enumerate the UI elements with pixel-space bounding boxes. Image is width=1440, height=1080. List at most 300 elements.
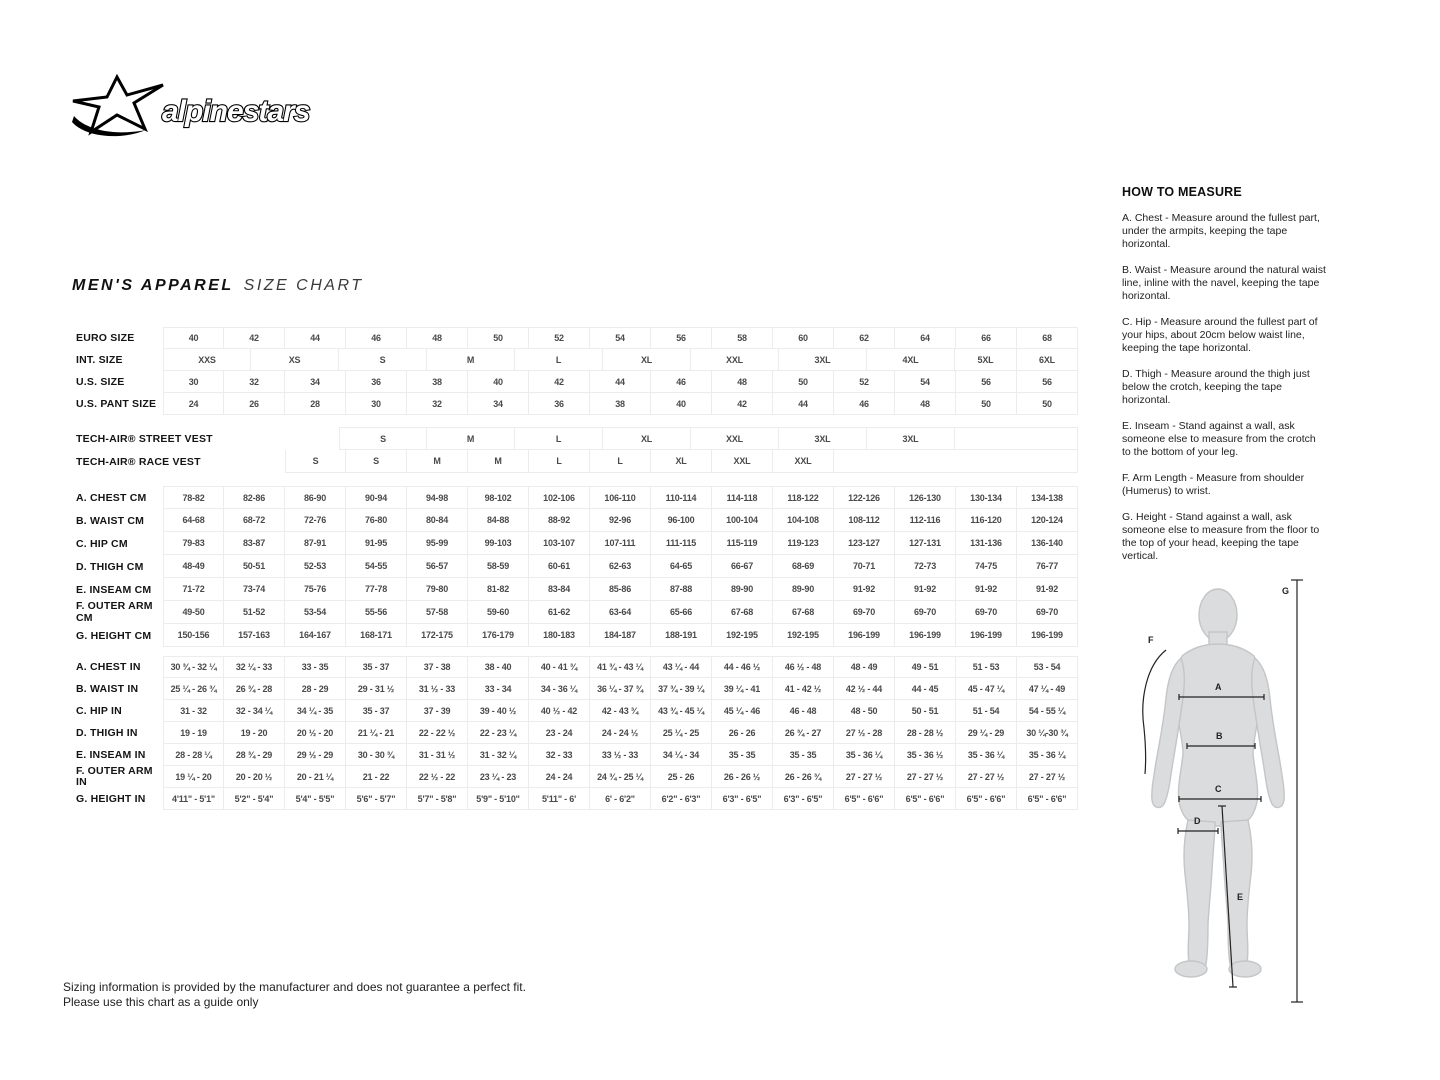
table-row xyxy=(76,371,1078,393)
label-waist: B xyxy=(1216,731,1223,741)
size-cell: 86-90 xyxy=(285,486,346,509)
size-cell: 50-51 xyxy=(224,555,285,578)
size-cell: 79-83 xyxy=(163,532,224,555)
row-label: D. THIGH CM xyxy=(76,560,144,573)
size-cell: 52 xyxy=(834,371,895,393)
size-cell: 75-76 xyxy=(285,578,346,601)
size-cell: 50 xyxy=(956,393,1017,415)
size-cell: 37 - 38 xyxy=(407,656,468,678)
size-cell: 19 - 19 xyxy=(163,722,224,744)
size-cell: 33 - 34 xyxy=(468,678,529,700)
size-cell: 5'9" - 5'10" xyxy=(468,788,529,810)
label-arm: F xyxy=(1148,635,1154,645)
size-cell: 26 xyxy=(224,393,285,415)
row-label: G. HEIGHT CM xyxy=(76,629,152,642)
size-cell: 28 - 28 ½ xyxy=(895,722,956,744)
size-cell: 62-63 xyxy=(590,555,651,578)
measure-instruction: F. Arm Length - Measure from shoulder (Humerus) to wrist. xyxy=(1122,472,1305,497)
size-cell: 99-103 xyxy=(468,532,529,555)
size-cell: 30 ¼-30 ¾ xyxy=(1017,722,1078,744)
size-cell: 76-80 xyxy=(346,509,407,532)
size-cell: 40 xyxy=(651,393,712,415)
size-cell: 91-92 xyxy=(956,578,1017,601)
size-cell: 188-191 xyxy=(651,624,712,647)
size-cell: 38 xyxy=(590,393,651,415)
size-cell: 40 xyxy=(468,371,529,393)
table-row xyxy=(76,678,1078,700)
size-cell: 48 - 50 xyxy=(834,700,895,722)
size-cell: 94-98 xyxy=(407,486,468,509)
row-label: B. WAIST CM xyxy=(76,514,145,527)
size-cell: 5'7" - 5'8" xyxy=(407,788,468,810)
size-cell: 19 ¼ - 20 xyxy=(163,766,224,788)
size-cell: 66-67 xyxy=(712,555,773,578)
size-cell: 35 - 35 xyxy=(712,744,773,766)
size-cell: 50 xyxy=(1017,393,1078,415)
size-cell: 39 - 40 ½ xyxy=(468,700,529,722)
size-cell: 24 xyxy=(163,393,224,415)
size-cell: 68-69 xyxy=(773,555,834,578)
size-cell: 68 xyxy=(1017,327,1078,349)
size-cell: 85-86 xyxy=(590,578,651,601)
size-cell: 50 - 51 xyxy=(895,700,956,722)
size-cell: 76-77 xyxy=(1017,555,1078,578)
disclaimer-line-1: Sizing information is provided by the manufacturer and does not guarantee a perfect fit. xyxy=(63,980,526,994)
size-cell: 36 ¼ - 37 ¾ xyxy=(590,678,651,700)
size-cell: 25 ¼ - 26 ¾ xyxy=(163,678,224,700)
size-cell: XXS xyxy=(163,349,251,371)
size-cell: 25 - 26 xyxy=(651,766,712,788)
title-sub: SIZE CHART xyxy=(243,277,364,294)
size-cell: 4XL xyxy=(867,349,955,371)
size-cell: 56-57 xyxy=(407,555,468,578)
table-row xyxy=(76,601,1078,624)
size-cell: 118-122 xyxy=(773,486,834,509)
size-cell: 26 - 26 ½ xyxy=(712,766,773,788)
size-cell: 34 ¼ - 35 xyxy=(285,700,346,722)
size-cell: 37 - 39 xyxy=(407,700,468,722)
size-cell: 29 - 31 ½ xyxy=(346,678,407,700)
size-cell: 42 xyxy=(712,393,773,415)
size-cell: 106-110 xyxy=(590,486,651,509)
size-cell: 90-94 xyxy=(346,486,407,509)
size-cell: 40 xyxy=(163,327,224,349)
size-cell: 196-199 xyxy=(1017,624,1078,647)
size-cell: 44 - 45 xyxy=(895,678,956,700)
size-cell: 28 - 28 ¼ xyxy=(163,744,224,766)
table-row xyxy=(76,766,1078,788)
size-cell: 23 ¼ - 23 xyxy=(468,766,529,788)
size-cell: 44 xyxy=(590,371,651,393)
size-cell: 6'5" - 6'6" xyxy=(956,788,1017,810)
size-cell: 64-65 xyxy=(651,555,712,578)
size-cell: 35 - 36 ½ xyxy=(895,744,956,766)
size-cell: 32 ¼ - 33 xyxy=(224,656,285,678)
size-cell: 73-74 xyxy=(224,578,285,601)
row-label: C. HIP CM xyxy=(76,537,128,550)
empty-cell xyxy=(163,427,339,450)
size-cell: 28 - 29 xyxy=(285,678,346,700)
size-cell: M xyxy=(427,349,515,371)
size-cell: 23 - 24 xyxy=(529,722,590,744)
size-cell: 176-179 xyxy=(468,624,529,647)
disclaimer-line-2: Please use this chart as a guide only xyxy=(63,995,259,1009)
size-cell: 58-59 xyxy=(468,555,529,578)
size-cell: 192-195 xyxy=(773,624,834,647)
size-cell: 31 - 32 ¼ xyxy=(468,744,529,766)
size-cell: 81-82 xyxy=(468,578,529,601)
size-cell: 6'2" - 6'3" xyxy=(651,788,712,810)
size-cell: 64-68 xyxy=(163,509,224,532)
size-cell: 69-70 xyxy=(956,601,1017,624)
size-cell: 40 - 41 ¾ xyxy=(529,656,590,678)
size-cell: L xyxy=(515,427,603,450)
size-cell: 100-104 xyxy=(712,509,773,532)
measure-instruction: B. Waist - Measure around the natural waist line, inline with the navel, keeping the tape horizontal. xyxy=(1122,264,1326,302)
size-cell: 71-72 xyxy=(163,578,224,601)
size-cell: L xyxy=(590,450,651,473)
size-cell: XL xyxy=(603,349,691,371)
size-cell: 60-61 xyxy=(529,555,590,578)
size-cell: 98-102 xyxy=(468,486,529,509)
row-label: U.S. PANT SIZE xyxy=(76,398,157,410)
size-cell: 33 - 35 xyxy=(285,656,346,678)
row-label: EURO SIZE xyxy=(76,332,135,344)
size-cell: 64 xyxy=(895,327,956,349)
table-row xyxy=(76,700,1078,722)
size-cell: 24 - 24 xyxy=(529,766,590,788)
size-cell: 19 - 20 xyxy=(224,722,285,744)
size-cell: 20 - 21 ¼ xyxy=(285,766,346,788)
title-main: MEN'S APPAREL xyxy=(72,277,234,294)
size-cell: 91-92 xyxy=(895,578,956,601)
row-label: A. CHEST CM xyxy=(76,491,147,504)
row-label: E. INSEAM IN xyxy=(76,749,146,761)
size-cell: 30 xyxy=(346,393,407,415)
size-cell: 168-171 xyxy=(346,624,407,647)
how-to-list xyxy=(1122,212,1327,563)
measure-instruction: A. Chest - Measure around the fullest part, under the armpits, keeping the tape horizontal. xyxy=(1122,212,1320,250)
size-cell: 38 - 40 xyxy=(468,656,529,678)
size-cell: 22 - 22 ½ xyxy=(407,722,468,744)
size-cell: 83-84 xyxy=(529,578,590,601)
size-cell: 36 xyxy=(346,371,407,393)
size-cell: 41 - 42 ½ xyxy=(773,678,834,700)
alpinestars-star-icon xyxy=(72,77,163,136)
size-cell: 107-111 xyxy=(590,532,651,555)
size-cell: 43 ¼ - 44 xyxy=(651,656,712,678)
size-cell: 52 xyxy=(529,327,590,349)
size-cell: S xyxy=(285,450,346,473)
size-cell: 42 xyxy=(224,327,285,349)
size-cell: 24 ¾ - 25 ¼ xyxy=(590,766,651,788)
size-cell: 44 xyxy=(285,327,346,349)
size-cell: 37 ¾ - 39 ¼ xyxy=(651,678,712,700)
size-cell: 91-92 xyxy=(1017,578,1078,601)
size-cell: 196-199 xyxy=(834,624,895,647)
size-cell: 102-106 xyxy=(529,486,590,509)
size-cell: 110-114 xyxy=(651,486,712,509)
size-cell: 46 xyxy=(346,327,407,349)
size-cell: 67-68 xyxy=(712,601,773,624)
label-chest: A xyxy=(1215,682,1222,692)
size-cell: 54-55 xyxy=(346,555,407,578)
empty-cell xyxy=(834,450,1078,473)
size-cell: 104-108 xyxy=(773,509,834,532)
size-cell: 58 xyxy=(712,327,773,349)
measure-instruction: D. Thigh - Measure around the thigh just below the crotch, keeping the tape horizontal. xyxy=(1122,368,1310,406)
table-row xyxy=(76,450,1078,473)
label-hip: C xyxy=(1215,784,1222,794)
table-section xyxy=(76,327,1078,415)
size-cell: XL xyxy=(651,450,712,473)
footer-disclaimer xyxy=(63,980,526,1010)
size-cell: 50 xyxy=(468,327,529,349)
size-cell: 27 ½ - 28 xyxy=(834,722,895,744)
size-cell: 43 ¾ - 45 ¼ xyxy=(651,700,712,722)
size-cell: 59-60 xyxy=(468,601,529,624)
label-thigh: D xyxy=(1194,816,1201,826)
size-cell: XXL xyxy=(691,349,779,371)
size-cell: 26 ¾ - 28 xyxy=(224,678,285,700)
size-cell: 172-175 xyxy=(407,624,468,647)
table-row xyxy=(76,327,1078,349)
size-cell: 91-92 xyxy=(834,578,895,601)
size-cell: L xyxy=(529,450,590,473)
size-cell: 51-52 xyxy=(224,601,285,624)
size-cell: 50 xyxy=(773,371,834,393)
measure-instruction: C. Hip - Measure around the fullest part of your hips, about 20cm below waist line, keeping the tape horizontal. xyxy=(1122,316,1318,354)
size-cell: 52-53 xyxy=(285,555,346,578)
size-cell: 30 - 30 ¾ xyxy=(346,744,407,766)
row-label: U.S. SIZE xyxy=(76,376,125,388)
size-cell: 51 - 53 xyxy=(956,656,1017,678)
empty-cell xyxy=(163,450,285,473)
size-cell: 56 xyxy=(1017,371,1078,393)
size-cell: 122-126 xyxy=(834,486,895,509)
size-cell: 6'5" - 6'6" xyxy=(1017,788,1078,810)
row-label: D. THIGH IN xyxy=(76,727,138,739)
size-cell: 6'5" - 6'6" xyxy=(834,788,895,810)
size-cell: 60 xyxy=(773,327,834,349)
size-cell: 56 xyxy=(956,371,1017,393)
size-cell: 83-87 xyxy=(224,532,285,555)
size-cell: 5XL xyxy=(955,349,1017,371)
table-row xyxy=(76,427,1078,450)
size-cell: 56 xyxy=(651,327,712,349)
body-measurement-diagram xyxy=(1130,570,1440,1010)
size-cell: 134-138 xyxy=(1017,486,1078,509)
table-row xyxy=(76,509,1078,532)
size-cell: 38 xyxy=(407,371,468,393)
size-cell: 54 xyxy=(895,371,956,393)
size-cell: 111-115 xyxy=(651,532,712,555)
size-cell: 48 xyxy=(712,371,773,393)
row-label: G. HEIGHT IN xyxy=(76,793,146,805)
table-row xyxy=(76,578,1078,601)
size-cell: XS xyxy=(251,349,339,371)
size-cell: 27 - 27 ½ xyxy=(895,766,956,788)
size-cell: 32 xyxy=(224,371,285,393)
size-cell: 31 ½ - 33 xyxy=(407,678,468,700)
table-section xyxy=(76,486,1078,647)
size-cell: 48 - 49 xyxy=(834,656,895,678)
size-cell: 3XL xyxy=(779,427,867,450)
size-cell: 32 - 33 xyxy=(529,744,590,766)
size-cell: 20 ½ - 20 xyxy=(285,722,346,744)
size-cell: 46 xyxy=(834,393,895,415)
size-cell: 112-116 xyxy=(895,509,956,532)
size-cell: 36 xyxy=(529,393,590,415)
size-cell: 42 - 43 ¾ xyxy=(590,700,651,722)
size-cell: 35 - 37 xyxy=(346,700,407,722)
size-cell: 34 ¼ - 34 xyxy=(651,744,712,766)
size-cell: 53-54 xyxy=(285,601,346,624)
size-cell: XXL xyxy=(691,427,779,450)
size-cell: 21 ¼ - 21 xyxy=(346,722,407,744)
size-cell: 49 - 51 xyxy=(895,656,956,678)
logo-wordmark: alpinestars xyxy=(162,95,310,128)
row-label: TECH-AIR® STREET VEST xyxy=(76,432,213,445)
size-cell: 69-70 xyxy=(834,601,895,624)
size-cell: 35 - 37 xyxy=(346,656,407,678)
size-cell: 35 - 36 ¼ xyxy=(834,744,895,766)
size-cell: 46 ½ - 48 xyxy=(773,656,834,678)
size-cell: 46 xyxy=(651,371,712,393)
size-cell: 65-66 xyxy=(651,601,712,624)
size-cell: 6' - 6'2" xyxy=(590,788,651,810)
size-cell: 48-49 xyxy=(163,555,224,578)
size-cell: 103-107 xyxy=(529,532,590,555)
size-cell: 45 - 47 ¼ xyxy=(956,678,1017,700)
size-cell: 127-131 xyxy=(895,532,956,555)
table-row xyxy=(76,744,1078,766)
how-to-measure-panel xyxy=(1122,185,1327,576)
size-cell: S xyxy=(346,450,407,473)
table-row xyxy=(76,555,1078,578)
size-cell: 26 - 26 xyxy=(712,722,773,744)
size-cell: M xyxy=(427,427,515,450)
size-cell: 116-120 xyxy=(956,509,1017,532)
size-cell: L xyxy=(515,349,603,371)
table-row xyxy=(76,656,1078,678)
size-cell: 5'2" - 5'4" xyxy=(224,788,285,810)
table-row xyxy=(76,486,1078,509)
size-cell: XXL xyxy=(773,450,834,473)
size-cell: 68-72 xyxy=(224,509,285,532)
size-cell: 26 - 26 ¾ xyxy=(773,766,834,788)
table-row xyxy=(76,349,1078,371)
size-cell: 120-124 xyxy=(1017,509,1078,532)
page-title xyxy=(72,277,363,295)
size-cell: 5'6" - 5'7" xyxy=(346,788,407,810)
size-cell: 22 - 23 ¼ xyxy=(468,722,529,744)
size-cell: 28 ¾ - 29 xyxy=(224,744,285,766)
size-cell: 67-68 xyxy=(773,601,834,624)
size-cell: 164-167 xyxy=(285,624,346,647)
size-cell: 28 xyxy=(285,393,346,415)
table-section xyxy=(76,427,1078,473)
how-to-measure-heading: HOW TO MEASURE xyxy=(1122,185,1242,199)
measure-instruction: E. Inseam - Stand against a wall, ask someone else to measure from the crotch to the bottom of your leg. xyxy=(1122,420,1316,458)
size-cell: 72-73 xyxy=(895,555,956,578)
size-cell: 35 - 36 ¼ xyxy=(956,744,1017,766)
row-label: INT. SIZE xyxy=(76,354,123,366)
measure-instruction: G. Height - Stand against a wall, ask someone else to measure from the floor to the top of your head, keeping the tape vertical. xyxy=(1122,511,1320,562)
row-label: C. HIP IN xyxy=(76,705,122,717)
row-label: E. INSEAM CM xyxy=(76,583,152,596)
table-section xyxy=(76,656,1078,810)
size-cell: 32 xyxy=(407,393,468,415)
size-cell: 27 - 27 ½ xyxy=(1017,766,1078,788)
size-cell: 69-70 xyxy=(895,601,956,624)
size-cell: 46 - 48 xyxy=(773,700,834,722)
label-inseam: E xyxy=(1237,892,1244,902)
size-cell: 3XL xyxy=(867,427,955,450)
size-cell: 96-100 xyxy=(651,509,712,532)
size-cell: 3XL xyxy=(779,349,867,371)
size-cell: 72-76 xyxy=(285,509,346,532)
size-cell: 115-119 xyxy=(712,532,773,555)
size-cell: 51 - 54 xyxy=(956,700,1017,722)
table-row xyxy=(76,393,1078,415)
size-cell: 40 ½ - 42 xyxy=(529,700,590,722)
size-cell: 42 xyxy=(529,371,590,393)
size-cell: 95-99 xyxy=(407,532,468,555)
size-cell: 26 ¾ - 27 xyxy=(773,722,834,744)
size-cell: 44 xyxy=(773,393,834,415)
size-cell: 21 - 22 xyxy=(346,766,407,788)
size-cell: 27 - 27 ½ xyxy=(956,766,1017,788)
size-cell: 25 ¼ - 25 xyxy=(651,722,712,744)
size-cell: 30 ¾ - 32 ¼ xyxy=(163,656,224,678)
size-cell: XXL xyxy=(712,450,773,473)
size-cell: 84-88 xyxy=(468,509,529,532)
size-cell: 35 - 35 xyxy=(773,744,834,766)
size-cell: 24 - 24 ½ xyxy=(590,722,651,744)
size-cell: 82-86 xyxy=(224,486,285,509)
size-cell: 74-75 xyxy=(956,555,1017,578)
size-cell: 6'3" - 6'5" xyxy=(712,788,773,810)
size-cell: 6XL xyxy=(1017,349,1078,371)
size-cell: 196-199 xyxy=(956,624,1017,647)
size-table xyxy=(76,327,1078,810)
size-cell: 62 xyxy=(834,327,895,349)
size-cell: 55-56 xyxy=(346,601,407,624)
size-cell: 31 - 31 ½ xyxy=(407,744,468,766)
size-cell: 130-134 xyxy=(956,486,1017,509)
size-cell: 54 xyxy=(590,327,651,349)
size-cell: 70-71 xyxy=(834,555,895,578)
table-row xyxy=(76,722,1078,744)
size-cell: 91-95 xyxy=(346,532,407,555)
size-cell: 35 - 36 ¼ xyxy=(1017,744,1078,766)
body-silhouette xyxy=(1152,589,1284,977)
size-cell: 5'4" - 5'5" xyxy=(285,788,346,810)
size-cell: 66 xyxy=(956,327,1017,349)
size-cell: 136-140 xyxy=(1017,532,1078,555)
size-cell: 80-84 xyxy=(407,509,468,532)
size-cell: 89-90 xyxy=(712,578,773,601)
size-cell: 123-127 xyxy=(834,532,895,555)
size-cell: 34 xyxy=(285,371,346,393)
size-cell: 196-199 xyxy=(895,624,956,647)
size-cell: 5'11" - 6' xyxy=(529,788,590,810)
size-cell: 53 - 54 xyxy=(1017,656,1078,678)
size-cell: 150-156 xyxy=(163,624,224,647)
alpinestars-logo xyxy=(70,74,340,140)
size-cell: 92-96 xyxy=(590,509,651,532)
